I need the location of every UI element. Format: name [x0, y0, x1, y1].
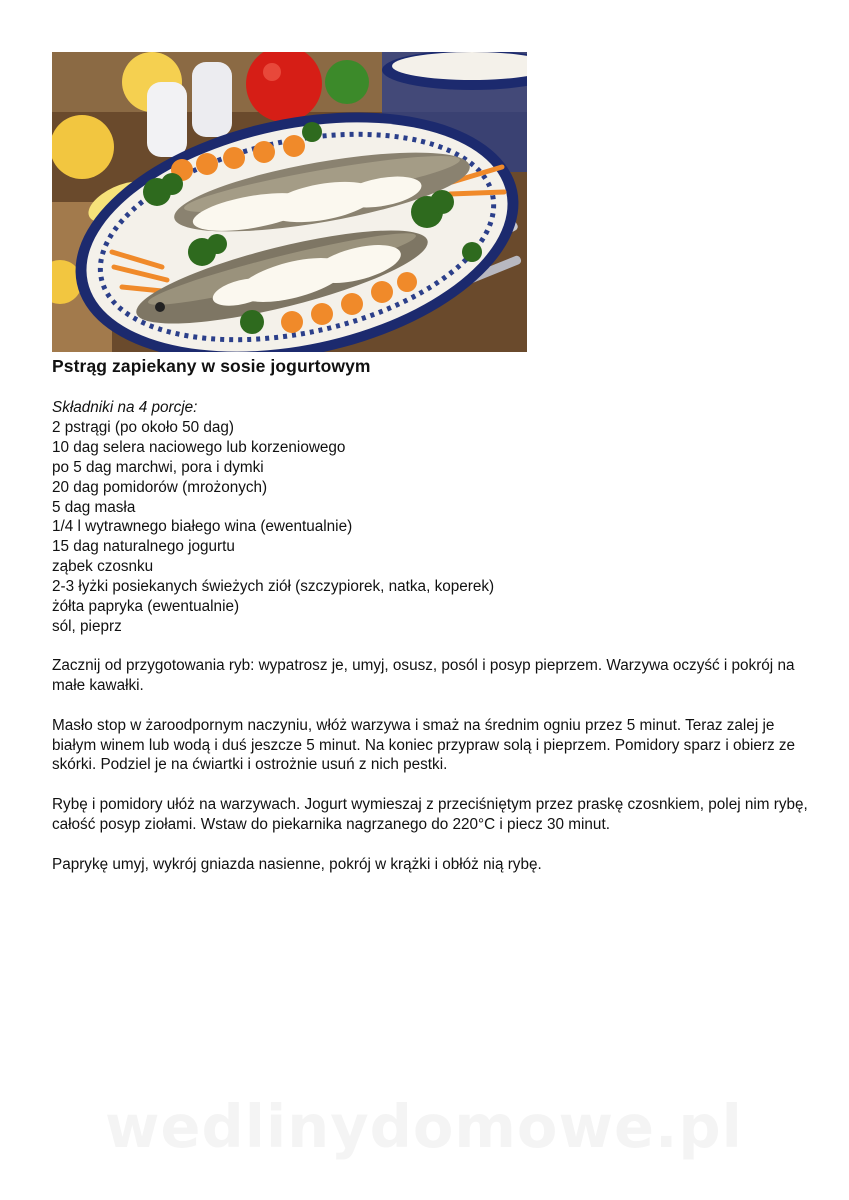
ingredient-item: 2-3 łyżki posiekanych świeżych ziół (szczypiorek, natka, koperek)	[52, 578, 495, 596]
ingredients-list	[52, 418, 812, 637]
pepper-shaker	[192, 62, 232, 137]
ingredient-item: 20 dag pomidorów (mrożonych)	[52, 478, 268, 496]
instruction-step: Zacznij od przygotowania ryb: wypatrosz je, umyj, osusz, posól i posyp pieprzem. Warzywa oczyść i pokrój na małe kawałki.	[52, 657, 795, 694]
ingredient-item: żółta papryka (ewentualnie)	[52, 598, 240, 616]
salt-shaker	[147, 82, 187, 157]
lemon	[52, 115, 114, 179]
instruction-step: Paprykę umyj, wykrój gniazda nasienne, pokrój w krążki i obłóż nią rybę.	[52, 855, 542, 873]
instruction-step: Masło stop w żaroodpornym naczyniu, włóż warzywa i smaż na średnim ogniu przez 5 minut. Teraz zalej je białym winem lub wodą i duś jeszcze 5 minut. Na koniec przypraw solą i pieprzem. Pomidory sparz i obierz ze skórki. Podziel je na ćwiartki i ostrożnie usuń z nich pestki.	[52, 716, 796, 774]
instructions-section	[52, 656, 812, 894]
recipe-title: Pstrąg zapiekany w sosie jogurtowym	[52, 356, 371, 376]
ingredients-section	[52, 398, 812, 637]
ingredient-item: 1/4 l wytrawnego białego wina (ewentualnie)	[52, 518, 353, 536]
ingredient-item: sól, pieprz	[52, 617, 122, 635]
ingredient-item: 2 pstrągi (po około 50 dag)	[52, 418, 234, 436]
ingredient-item: ząbek czosnku	[52, 558, 154, 576]
ingredient-item: 10 dag selera naciowego lub korzeniowego	[52, 438, 346, 456]
recipe-photo	[52, 52, 527, 352]
ingredients-heading: Składniki na 4 porcje:	[52, 399, 198, 416]
herb-garnish	[325, 60, 369, 104]
ingredient-item: 5 dag masła	[52, 498, 136, 516]
baked-trout-illustration	[52, 52, 527, 352]
ingredient-item: po 5 dag marchwi, pora i dymki	[52, 458, 264, 476]
instruction-step: Rybę i pomidory ułóż na warzywach. Jogurt wymieszaj z przeciśniętym przez praskę czosnkiem, polej nim rybę, całość posyp ziołami. Wstaw do piekarnika nagrzanego do 220°C i piecz 30 minut.	[52, 796, 808, 834]
site-watermark: wedlinydomowe.pl	[105, 1092, 743, 1161]
ingredient-item: 15 dag naturalnego jogurtu	[52, 538, 235, 556]
